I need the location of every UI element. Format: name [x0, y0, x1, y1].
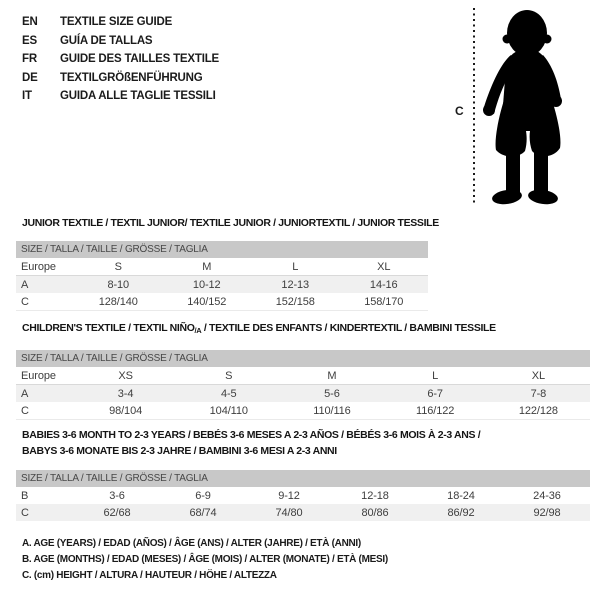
size-cell: 6-7 — [384, 385, 487, 403]
title-subscript: /A — [194, 326, 202, 335]
size-cell: 5-6 — [280, 385, 383, 403]
junior-size-table — [16, 241, 428, 311]
table-row — [16, 258, 428, 276]
lang-row-en — [22, 13, 219, 32]
lang-row-it — [22, 87, 219, 106]
language-title-list — [22, 13, 219, 106]
size-cell: 116/122 — [384, 402, 487, 420]
lang-code: EN — [22, 16, 38, 28]
lang-row-de — [22, 69, 219, 88]
row-label-cell: C — [16, 402, 74, 420]
babies-size-table — [16, 470, 590, 521]
row-label-cell: C — [16, 293, 74, 311]
babies-title-line2: BABYS 3-6 MONATE BIS 2-3 JAHRE / BAMBINI 3-6 MESI A 2-3 ANNI — [22, 445, 337, 457]
children-section-title — [22, 322, 496, 335]
table-row — [16, 402, 590, 420]
col-header-cell: XL — [340, 258, 429, 276]
col-header-cell: S — [177, 367, 280, 385]
size-cell: 6-9 — [195, 489, 211, 502]
height-measure-dotted-line — [473, 8, 475, 206]
size-cell: 122/128 — [487, 402, 590, 420]
table-row — [16, 367, 590, 385]
title-text: / TEXTILE DES ENFANTS / KINDERTEXTIL / BAMBINI TESSILE — [201, 322, 496, 334]
size-cell: 3-6 — [109, 489, 125, 502]
size-bar: SIZE / TALLA / TAILLE / GRÖSSE / TAGLIA — [16, 470, 590, 487]
row-label-cell: A — [16, 276, 74, 294]
lang-title: GUIDA ALLE TAGLIE TESSILI — [60, 90, 216, 102]
size-cell: 110/116 — [280, 402, 383, 420]
lang-code: ES — [22, 34, 37, 47]
lang-row-es — [22, 32, 219, 51]
size-cell: 8-10 — [74, 276, 163, 294]
table-row — [16, 504, 590, 521]
footnote-height-cm: C. (cm) HEIGHT / ALTURA / HAUTEUR / HÖHE / ALTEZZA — [22, 570, 277, 581]
size-cell: 4-5 — [177, 385, 280, 403]
junior-section-title: JUNIOR TEXTILE / TEXTIL JUNIOR/ TEXTILE JUNIOR / JUNIORTEXTIL / JUNIOR TESSILE — [22, 217, 439, 229]
size-cell: 98/104 — [74, 402, 177, 420]
col-header-cell: S — [74, 258, 163, 276]
col-header-cell: M — [280, 367, 383, 385]
lang-title: TEXTILE SIZE GUIDE — [60, 16, 173, 28]
height-measure-label: C — [455, 104, 464, 118]
size-cell: 62/68 — [74, 504, 160, 521]
babies-title-line1: BABIES 3-6 MONTH TO 2-3 YEARS / BEBÉS 3-6 MESES A 2-3 AÑOS / BÉBÉS 3-6 MOIS À 2-3 ANS / — [22, 429, 481, 441]
lang-title: GUIDE DES TAILLES TEXTILE — [60, 53, 219, 65]
size-bar: SIZE / TALLA / TAILLE / GRÖSSE / TAGLIA — [16, 241, 428, 258]
lang-code: IT — [22, 90, 32, 102]
babies-section-title — [22, 427, 480, 459]
size-cell: 128/140 — [74, 293, 163, 311]
lang-code: DE — [22, 71, 38, 84]
size-cell: 9-12 — [278, 489, 300, 502]
size-cell: 14-16 — [340, 276, 429, 294]
baby-silhouette-icon — [479, 7, 575, 205]
size-cell: 68/74 — [160, 504, 246, 521]
size-cell: 74/80 — [246, 504, 332, 521]
size-cell: 12-18 — [361, 489, 389, 502]
lang-title: TEXTILGRÖßENFÜHRUNG — [60, 71, 203, 84]
lang-title: GUÍA DE TALLAS — [60, 34, 153, 47]
table-row — [16, 487, 590, 504]
title-text: CHILDREN'S TEXTILE / TEXTIL NIÑO — [22, 322, 195, 334]
row-label-cell: Europe — [16, 367, 74, 385]
footnote-age-years: A. AGE (YEARS) / EDAD (AÑOS) / ÂGE (ANS) / ALTER (JAHRE) / ETÀ (ANNI) — [22, 538, 361, 549]
row-label-cell: C — [16, 504, 74, 521]
children-size-table — [16, 350, 590, 420]
size-cell: 24-36 — [533, 489, 561, 502]
col-header-cell: L — [251, 258, 340, 276]
col-header-cell: XS — [74, 367, 177, 385]
size-cell: 104/110 — [177, 402, 280, 420]
size-bar: SIZE / TALLA / TAILLE / GRÖSSE / TAGLIA — [16, 350, 590, 367]
table-row — [16, 276, 428, 294]
row-label-cell: B — [21, 489, 29, 502]
table-row — [16, 385, 590, 403]
row-label-cell: A — [16, 385, 74, 403]
row-label-cell: Europe — [16, 258, 74, 276]
lang-row-fr — [22, 50, 219, 69]
size-cell: 10-12 — [163, 276, 252, 294]
footnote-age-months: B. AGE (MONTHS) / EDAD (MESES) / ÂGE (MOIS) / ALTER (MONATE) / ETÀ (MESI) — [22, 554, 388, 565]
size-cell: 152/158 — [251, 293, 340, 311]
size-cell: 86/92 — [418, 504, 504, 521]
size-cell: 140/152 — [163, 293, 252, 311]
size-cell: 80/86 — [332, 504, 418, 521]
col-header-cell: M — [163, 258, 252, 276]
size-cell: 12-13 — [251, 276, 340, 294]
size-cell: 158/170 — [340, 293, 429, 311]
table-row — [16, 293, 428, 311]
size-cell: 18-24 — [447, 489, 475, 502]
size-cell: 3-4 — [74, 385, 177, 403]
col-header-cell: XL — [487, 367, 590, 385]
size-cell: 92/98 — [504, 504, 590, 521]
col-header-cell: L — [384, 367, 487, 385]
size-cell: 7-8 — [487, 385, 590, 403]
lang-code: FR — [22, 53, 37, 65]
